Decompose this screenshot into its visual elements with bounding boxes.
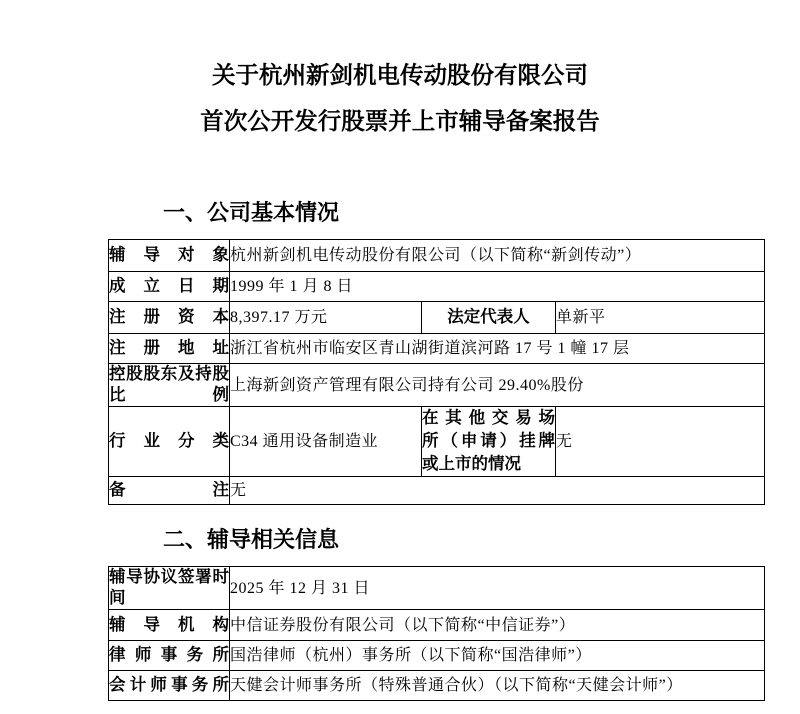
table-row-agreement-date xyxy=(109,567,765,610)
label-tutoring-institution: 辅导机构 xyxy=(109,610,230,641)
label-established-date: 成立日期 xyxy=(109,272,230,302)
value-registered-capital: 8,397.17 万元 xyxy=(230,302,422,334)
table-row-capital xyxy=(109,302,765,334)
tutoring-info-table xyxy=(108,566,765,701)
label-legal-representative: 法定代表人 xyxy=(422,302,556,334)
section-heading-company-basics: 一、公司基本情况 xyxy=(163,200,340,225)
value-other-listing: 无 xyxy=(556,407,765,477)
value-tutoring-institution: 中信证券股份有限公司（以下简称“中信证券”） xyxy=(230,610,765,641)
value-accounting-firm: 天健会计师事务所（特殊普通合伙）（以下简称“天健会计师”） xyxy=(230,671,765,701)
label-registered-capital: 注册资本 xyxy=(109,302,230,334)
label-agreement-date: 辅导协议签署时间 xyxy=(109,567,230,610)
table-row-remarks xyxy=(109,477,765,505)
label-remarks: 备注 xyxy=(109,477,230,505)
label-controlling-shareholder: 控股股东及持股比例 xyxy=(109,364,230,407)
label-law-firm: 律师事务所 xyxy=(109,641,230,671)
report-title-line-1: 关于杭州新剑机电传动股份有限公司 xyxy=(212,62,588,88)
label-other-listing-line-1: 在其他交易场 xyxy=(422,409,555,427)
report-title-line-2: 首次公开发行股票并上市辅导备案报告 xyxy=(200,108,600,134)
company-basics-table xyxy=(108,239,765,505)
label-industry: 行业分类 xyxy=(109,407,230,477)
label-other-listing-line-2: 所（申请）挂牌 xyxy=(422,432,555,450)
table-row-tutoring-target xyxy=(109,240,765,272)
label-tutoring-target: 辅导对象 xyxy=(109,240,230,272)
table-row-tutoring-institution xyxy=(109,610,765,641)
label-other-listing xyxy=(422,407,556,477)
label-other-listing-line-3: 或上市的情况 xyxy=(422,455,521,473)
value-controlling-shareholder: 上海新剑资产管理有限公司持有公司 29.40%股份 xyxy=(230,364,765,407)
value-industry: C34 通用设备制造业 xyxy=(230,407,422,477)
value-law-firm: 国浩律师（杭州）事务所（以下简称“国浩律师”） xyxy=(230,641,765,671)
value-established-date: 1999 年 1 月 8 日 xyxy=(230,272,765,302)
table-row-established xyxy=(109,272,765,302)
label-registered-address: 注册地址 xyxy=(109,334,230,364)
value-remarks: 无 xyxy=(230,477,765,505)
value-registered-address: 浙江省杭州市临安区青山湖街道滨河路 17 号 1 幢 17 层 xyxy=(230,334,765,364)
table-row-controlling-shareholder xyxy=(109,364,765,407)
table-row-industry xyxy=(109,407,765,477)
table-row-law-firm xyxy=(109,641,765,671)
value-agreement-date: 2025 年 12 月 31 日 xyxy=(230,567,765,610)
label-accounting-firm: 会计师事务所 xyxy=(109,671,230,701)
value-legal-representative: 单新平 xyxy=(556,302,765,334)
value-tutoring-target: 杭州新剑机电传动股份有限公司（以下简称“新剑传动”） xyxy=(230,240,765,272)
table-row-address xyxy=(109,334,765,364)
section-heading-tutoring-info: 二、辅导相关信息 xyxy=(163,527,340,552)
table-row-accounting-firm xyxy=(109,671,765,701)
